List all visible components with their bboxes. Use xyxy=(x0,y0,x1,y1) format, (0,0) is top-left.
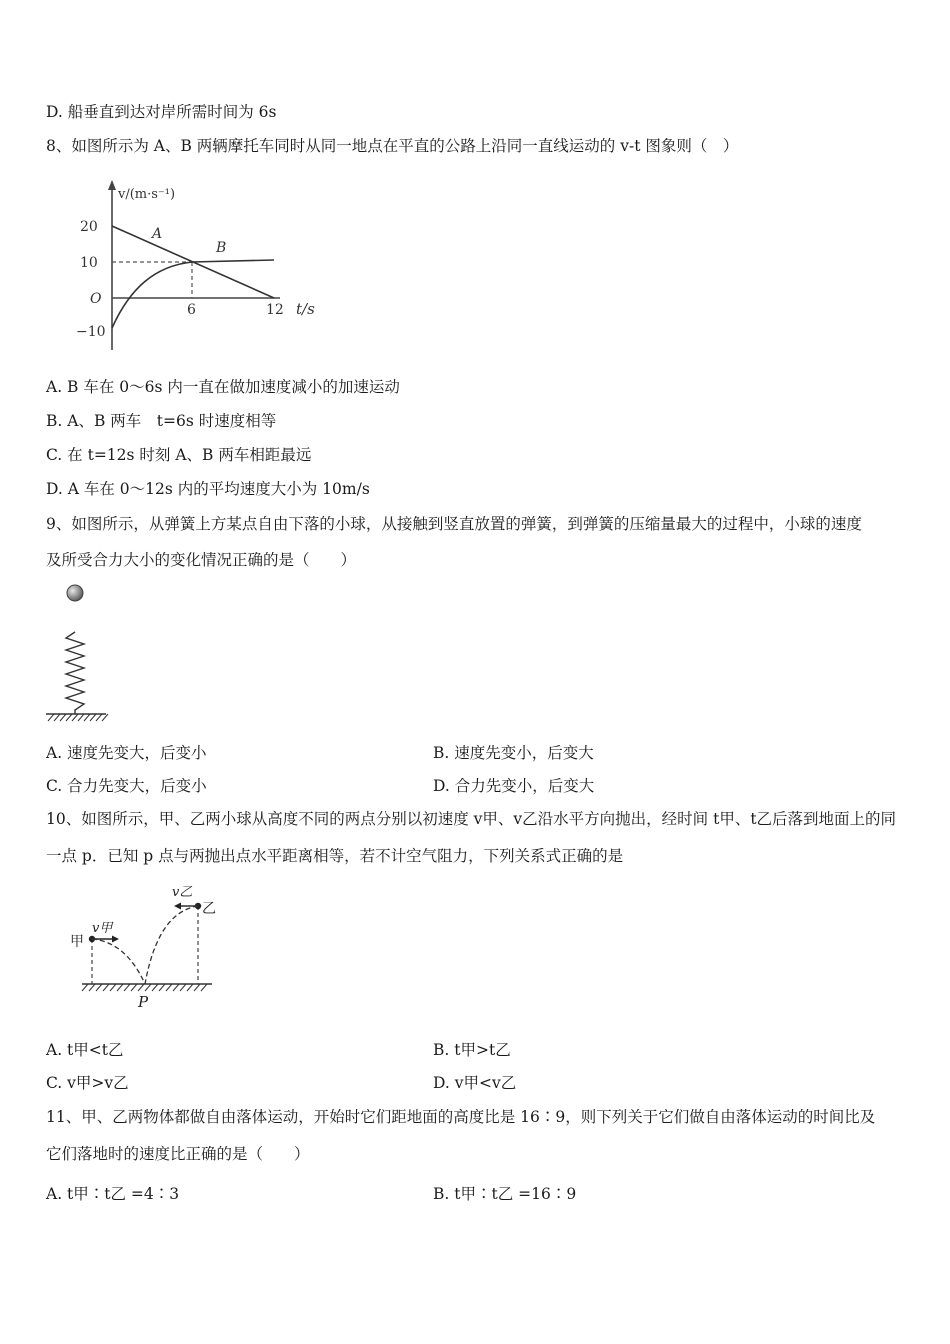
ball-icon xyxy=(67,585,83,601)
y-tick-10: 10 xyxy=(80,255,98,271)
label-yi: 乙 xyxy=(202,901,216,917)
label-b: B xyxy=(216,240,227,256)
q10-option-b: B. t甲>t乙 xyxy=(433,1041,511,1059)
q9-option-d: D. 合力先变小，后变大 xyxy=(433,777,595,795)
x-tick-12: 12 xyxy=(266,302,284,318)
ground-hatch xyxy=(82,984,207,991)
y-axis-label: v/(m·s⁻¹) xyxy=(118,187,176,202)
q9-option-c: C. 合力先变大，后变小 xyxy=(46,777,207,795)
x-tick-6: 6 xyxy=(187,302,196,318)
trajectory-yi xyxy=(145,906,198,984)
label-v-jia: v甲 xyxy=(92,921,113,936)
q8-option-c: C. 在 t=12s 时刻 A、B 两车相距最远 xyxy=(46,446,312,464)
q10-option-a: A. t甲<t乙 xyxy=(46,1041,124,1059)
q8-stem: 8、如图所示为 A、B 两辆摩托车同时从同一地点在平直的公路上沿同一直线运动的 v-t 图象则（ ） xyxy=(46,137,739,155)
q11-option-b: B. t甲∶t乙 =16∶9 xyxy=(433,1185,577,1203)
q10-option-d: D. v甲<v乙 xyxy=(433,1074,517,1092)
q9-stem-line2: 及所受合力大小的变化情况正确的是（ ） xyxy=(46,551,357,569)
label-p: P xyxy=(138,993,149,1011)
q8-option-d: D. A 车在 0～12s 内的平均速度大小为 10m/s xyxy=(46,480,370,498)
q11-option-a: A. t甲∶t乙 =4∶3 xyxy=(46,1185,180,1203)
q8-vt-graph xyxy=(70,178,340,358)
q10-stem-line1: 10、如图所示，甲、乙两小球从高度不同的两点分别以初速度 v甲、v乙沿水平方向抛出，经时间 t甲、t乙后落到地面上的同 xyxy=(46,810,897,828)
q9-option-a: A. 速度先变大，后变小 xyxy=(46,744,207,762)
q10-stem-line2: 一点 p．已知 p 点与两抛出点水平距离相等，若不计空气阻力，下列关系式正确的是 xyxy=(46,847,624,865)
label-jia: 甲 xyxy=(70,934,84,950)
x-axis-label: t/s xyxy=(296,300,315,318)
y-tick-neg10: −10 xyxy=(76,324,106,340)
q11-stem-line1: 11、甲、乙两物体都做自由落体运动，开始时它们距地面的高度比是 16∶9，则下列关于它们做自由落体运动的时间比及 xyxy=(46,1108,876,1126)
q10-option-c: C. v甲>v乙 xyxy=(46,1074,129,1092)
q8-option-b: B. A、B 两车 t=6s 时速度相等 xyxy=(46,412,277,430)
v-jia-arrowhead xyxy=(112,936,119,943)
q9-spring-figure xyxy=(44,580,114,725)
q11-stem-line2: 它们落地时的速度比正确的是（ ） xyxy=(46,1145,310,1163)
trajectory-jia xyxy=(92,939,145,984)
q8-option-a: A. B 车在 0～6s 内一直在做加速度减小的加速运动 xyxy=(46,378,400,396)
q9-option-b: B. 速度先变小，后变大 xyxy=(433,744,594,762)
label-a: A xyxy=(152,226,163,242)
origin-label: O xyxy=(90,291,102,307)
q10-projectile-figure xyxy=(66,880,236,1020)
q7-option-d: D. 船垂直到达对岸所需时间为 6s xyxy=(46,103,277,121)
label-v-yi: v乙 xyxy=(172,885,193,900)
y-tick-20: 20 xyxy=(80,219,98,235)
y-axis-arrow xyxy=(108,180,116,190)
spring-icon xyxy=(66,632,84,714)
v-yi-arrowhead xyxy=(174,903,181,910)
q9-stem-line1: 9、如图所示，从弹簧上方某点自由下落的小球，从接触到竖直放置的弹簧，到弹簧的压缩量最大的过程中，小球的速度 xyxy=(46,515,862,533)
ground-hatch xyxy=(48,714,108,721)
